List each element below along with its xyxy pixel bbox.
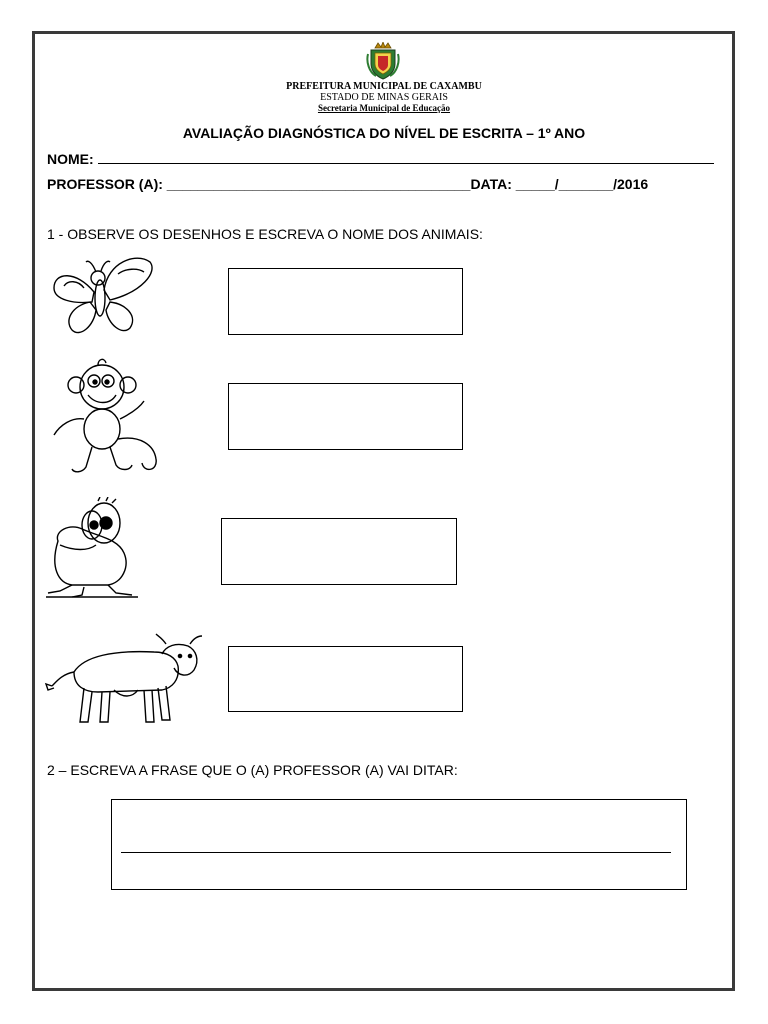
sentence-answer-box[interactable] bbox=[111, 799, 687, 890]
answer-box-animal-1[interactable] bbox=[228, 268, 463, 335]
question-1-text: 1 - OBSERVE OS DESENHOS E ESCREVA O NOME DOS ANIMAIS: bbox=[47, 226, 483, 242]
professor-date-field[interactable]: PROFESSOR (A): _______________________________________DATA: _____/_______/2016 bbox=[47, 176, 649, 192]
municipal-crest-icon bbox=[366, 42, 400, 80]
nome-field[interactable] bbox=[47, 150, 714, 167]
answer-box-animal-2[interactable] bbox=[228, 383, 463, 450]
header-line-2: ESTADO DE MINAS GERAIS bbox=[320, 92, 448, 103]
answer-box-animal-4[interactable] bbox=[228, 646, 463, 712]
answer-box-animal-3[interactable] bbox=[221, 518, 457, 585]
frog-icon bbox=[44, 497, 140, 601]
sentence-writing-line[interactable] bbox=[121, 852, 671, 853]
butterfly-icon bbox=[46, 250, 158, 342]
question-2-text: 2 – ESCREVA A FRASE QUE O (A) PROFESSOR (A) VAI DITAR: bbox=[47, 762, 458, 778]
nome-label: NOME: bbox=[47, 151, 94, 167]
monkey-icon bbox=[44, 355, 166, 483]
header-line-3: Secretaria Municipal de Educação bbox=[317, 103, 451, 113]
cow-icon bbox=[44, 632, 204, 728]
nome-blank-line[interactable] bbox=[98, 150, 714, 164]
page-title: AVALIAÇÃO DIAGNÓSTICA DO NÍVEL DE ESCRITA – 1º ANO bbox=[182, 125, 586, 141]
header-line-1: PREFEITURA MUNICIPAL DE CAXAMBU bbox=[286, 81, 482, 92]
